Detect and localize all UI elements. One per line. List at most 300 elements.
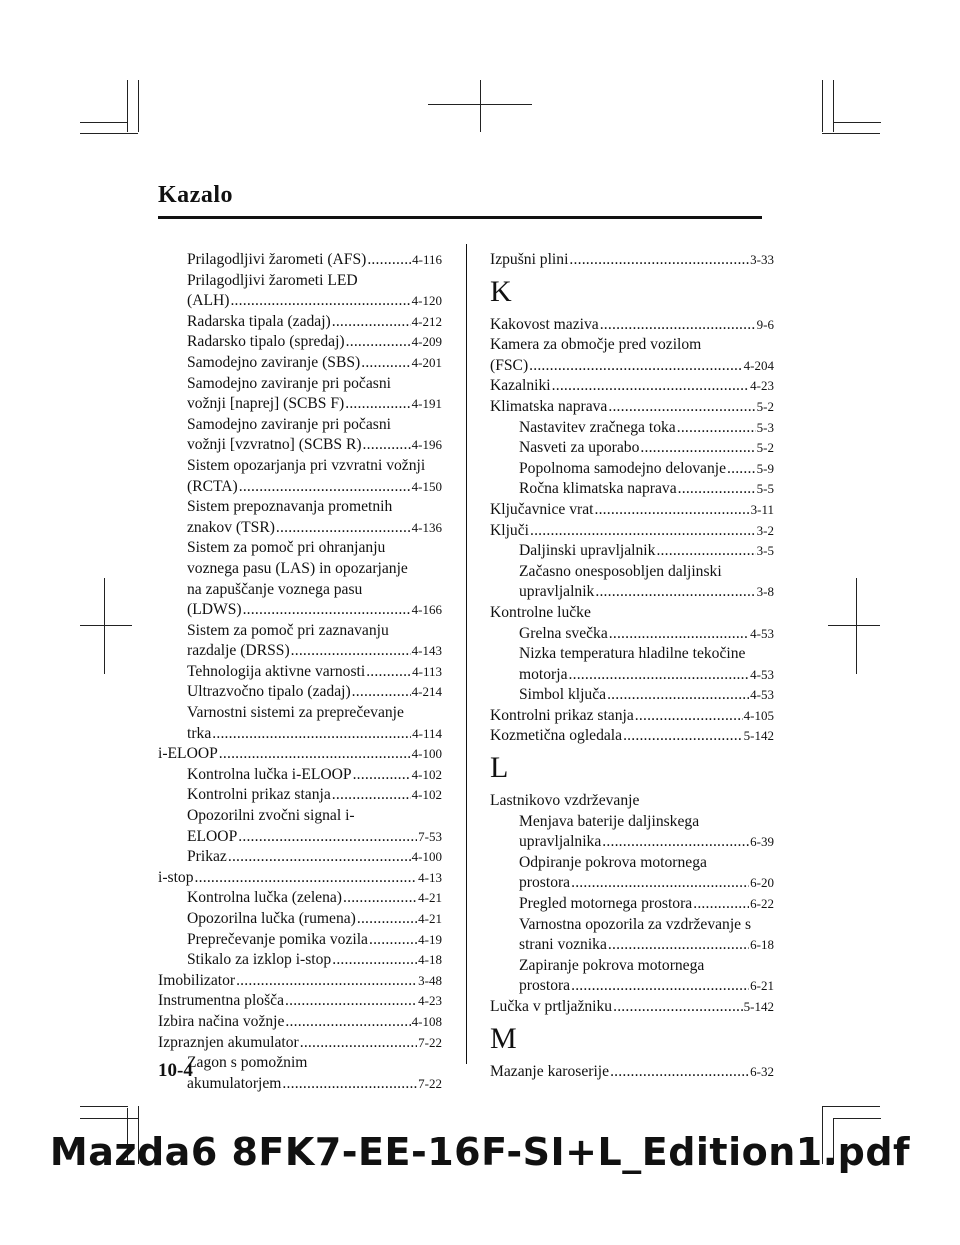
entry-page: 4-136 (411, 519, 442, 535)
entry-term: Kontrolna lučka (zelena) (187, 889, 342, 907)
entry-row (519, 479, 774, 500)
leader-dots (363, 435, 411, 456)
entry-term: Prilagodljivi žarometi (AFS) (187, 251, 367, 268)
index-subentry (158, 765, 442, 786)
leader-dots (366, 662, 411, 683)
entry-term: Kozmetična ogledala (490, 727, 623, 745)
leader-dots (571, 873, 749, 894)
entry-term: Klimatska naprava (490, 397, 608, 415)
index-entry (158, 868, 442, 889)
entry-row (519, 438, 774, 459)
entry-row (187, 312, 442, 333)
entry-page: 4-201 (411, 354, 442, 370)
entry-row (187, 250, 442, 271)
index-subentry (490, 624, 774, 645)
entry-row (187, 394, 442, 415)
entry-term: Sistem opozarjanja pri vzvratni vožnji (187, 456, 426, 474)
index-entry (490, 997, 774, 1018)
entry-page: 4-196 (411, 437, 442, 453)
index-entry (490, 726, 774, 747)
page-number: 10-4 (158, 1060, 193, 1081)
entry-row (187, 765, 442, 786)
index-subentry (490, 812, 774, 853)
entry-row (490, 706, 774, 727)
entry-page: 4-191 (411, 396, 442, 412)
index-section-letter: M (490, 1021, 517, 1055)
leader-dots (693, 894, 749, 915)
entry-page: 7-53 (418, 828, 442, 844)
entry-term: Lučka v prtljažniku (490, 998, 613, 1015)
leader-dots (236, 971, 417, 992)
entry-term: Daljinski upravljalnik (519, 542, 656, 560)
entry-page: 3-48 (418, 972, 442, 988)
entry-page: 5-2 (756, 440, 774, 456)
footer-filename: Mazda6 8FK7-EE-16F-SI+L_Edition1.pdf (49, 1130, 911, 1174)
entry-page: 7-22 (418, 1075, 442, 1091)
leader-dots (602, 832, 749, 853)
entry-term: Zagon s pomožnim (187, 1054, 308, 1072)
entry-row (187, 641, 442, 662)
index-entry (490, 500, 774, 521)
index-subentry (490, 479, 774, 500)
index-subentry (158, 271, 442, 312)
entry-term: Kontrolne lučke (490, 603, 591, 621)
entry-page: 3-8 (756, 584, 774, 600)
entry-row (490, 1062, 774, 1083)
entry-page: 4-13 (418, 869, 442, 885)
index-subentry (490, 956, 774, 997)
leader-dots (678, 479, 756, 500)
entry-term: trka (187, 724, 212, 742)
index-subentry (158, 703, 442, 744)
entry-term: Radarsko tipalo (spredaj) (187, 333, 345, 351)
leader-dots (346, 332, 411, 353)
entry-page: 4-108 (411, 1013, 442, 1029)
entry-term: Ključavnice vrat (490, 500, 594, 518)
entry-term: upravljalnik (519, 583, 595, 601)
index-entry (490, 603, 774, 624)
entry-term: Ultrazvočno tipalo (zadaj) (187, 683, 351, 701)
index-subentry (158, 415, 442, 456)
leader-dots (569, 665, 750, 686)
entry-page: 3-2 (756, 522, 774, 538)
index-subentry (490, 541, 774, 562)
entry-page: 5-142 (743, 728, 774, 744)
leader-dots (357, 909, 417, 930)
entry-row (519, 459, 774, 480)
leader-dots (243, 600, 411, 621)
index-column-right (490, 250, 774, 1082)
entry-term: (LDWS) (187, 601, 242, 619)
index-subentry (158, 456, 442, 497)
index-subentry (158, 682, 442, 703)
entry-row (519, 541, 774, 562)
entry-page: 4-53 (750, 687, 774, 703)
index-subentry (490, 685, 774, 706)
entry-row (490, 315, 774, 336)
leader-dots (613, 997, 743, 1018)
entry-term: na zapuščanje voznega pasu (187, 580, 363, 598)
leader-dots (727, 459, 756, 480)
leader-dots (608, 935, 749, 956)
entry-page: 6-21 (750, 978, 774, 994)
entry-page: 4-143 (411, 643, 442, 659)
entry-row (490, 726, 774, 747)
entry-term: Prikaz (187, 848, 227, 866)
entry-page: 3-5 (756, 543, 774, 559)
entry-term: Lastnikovo vzdrževanje (490, 792, 640, 810)
entry-term: Preprečevanje pomika vozila (187, 930, 368, 948)
entry-term: Ključi (490, 521, 529, 539)
entry-term: Tehnologija aktivne varnosti (187, 662, 366, 680)
entry-row (187, 518, 442, 539)
entry-row (187, 291, 442, 312)
index-subentry (158, 353, 442, 374)
leader-dots (607, 685, 749, 706)
index-subentry (158, 930, 442, 951)
entry-row (187, 724, 442, 745)
index-entry (158, 971, 442, 992)
leader-dots (332, 312, 411, 333)
leader-dots (343, 888, 417, 909)
entry-term: prostora (519, 977, 571, 995)
entry-row (519, 685, 774, 706)
entry-term: vožnji [naprej] (SCBS F) (187, 395, 345, 413)
index-entry (490, 791, 774, 812)
index-entry (490, 706, 774, 727)
entry-term: Sistem prepoznavanja prometnih (187, 498, 393, 516)
index-subentry (490, 894, 774, 915)
entry-term: Varnostna opozorila za vzdrževanje s (519, 915, 752, 933)
entry-page: 6-22 (750, 896, 774, 912)
entry-row (187, 785, 442, 806)
index-subentry (158, 497, 442, 538)
entry-row (187, 888, 442, 909)
entry-term: Samodejno zaviranje (SBS) (187, 353, 361, 371)
entry-row (158, 868, 442, 889)
entry-row (187, 662, 442, 683)
entry-page: 4-21 (418, 890, 442, 906)
entry-term: Opozorilna lučka (rumena) (187, 910, 356, 927)
index-section-letter: K (490, 274, 512, 308)
entry-row (519, 873, 774, 894)
leader-dots (635, 706, 743, 727)
entry-page: 4-204 (743, 357, 774, 373)
entry-row (519, 976, 774, 997)
index-entry (490, 521, 774, 542)
entry-page: 5-9 (756, 460, 774, 476)
entry-page: 4-23 (750, 378, 774, 394)
index-subentry (158, 374, 442, 415)
leader-dots (623, 726, 743, 747)
leader-dots (332, 950, 417, 971)
entry-page: 4-116 (412, 252, 442, 267)
leader-dots (608, 397, 755, 418)
entry-page: 4-100 (411, 746, 442, 762)
entry-page: 4-102 (411, 766, 442, 782)
entry-row (490, 997, 774, 1018)
entry-row (187, 353, 442, 374)
entry-page: 3-33 (750, 252, 774, 267)
header-rule (158, 216, 762, 219)
entry-row (519, 665, 774, 686)
entry-row (519, 832, 774, 853)
entry-term: razdalje (DRSS) (187, 642, 290, 660)
entry-term: Zapiranje pokrova motornega (519, 956, 705, 974)
index-entry (158, 991, 442, 1012)
leader-dots (529, 356, 743, 377)
entry-term: Ročna klimatska naprava (519, 480, 677, 498)
entry-row (490, 521, 774, 542)
entry-term: akumulatorjem (187, 1074, 282, 1092)
entry-term: Kazalniki (490, 377, 551, 395)
leader-dots (219, 744, 411, 765)
entry-term: strani voznika (519, 936, 607, 954)
index-subentry (158, 950, 442, 971)
entry-term: Mazanje karoserije (490, 1062, 610, 1080)
entry-term: Varnostni sistemi za preprečevanje (187, 704, 404, 722)
entry-term: Nizka temperatura hladilne tekočine (519, 645, 746, 663)
entry-term: Izpušni plini (490, 251, 569, 268)
leader-dots (238, 827, 417, 848)
entry-row (187, 827, 442, 848)
leader-dots (285, 991, 417, 1012)
entry-term: i-stop (158, 868, 194, 886)
index-subentry (490, 853, 774, 894)
entry-row (158, 971, 442, 992)
leader-dots (239, 477, 411, 498)
entry-page: 5-142 (743, 999, 774, 1014)
entry-term: Prilagodljivi žarometi LED (187, 271, 358, 289)
leader-dots (600, 315, 756, 336)
leader-dots (282, 1074, 417, 1095)
entry-row (519, 582, 774, 603)
entry-term: Grelna svečka (519, 624, 608, 642)
entry-page: 4-53 (750, 625, 774, 641)
index-subentry (158, 538, 442, 620)
index-subentry (490, 644, 774, 685)
entry-page: 4-114 (412, 725, 442, 741)
leader-dots (609, 624, 749, 645)
leader-dots (212, 724, 411, 745)
entry-term: Menjava baterije daljinskega (519, 812, 700, 830)
index-entry (490, 1062, 774, 1083)
entry-term: Popolnoma samodejno delovanje (519, 459, 727, 477)
entry-term: Radarska tipala (zadaj) (187, 312, 331, 330)
entry-term: Nastavitev zračnega toka (519, 418, 676, 436)
entry-term: Kontrolna lučka i-ELOOP (187, 765, 352, 783)
index-subentry (490, 915, 774, 956)
entry-page: 4-21 (418, 911, 442, 926)
entry-term: Sistem za pomoč pri zaznavanju (187, 621, 389, 639)
entry-row (158, 991, 442, 1012)
column-divider (466, 244, 467, 1064)
leader-dots (230, 291, 410, 312)
leader-dots (276, 518, 411, 539)
entry-term: ELOOP (187, 827, 238, 845)
entry-term: prostora (519, 874, 571, 892)
index-entry (490, 376, 774, 397)
index-subentry (490, 438, 774, 459)
entry-row (158, 1012, 442, 1033)
entry-term: Samodejno zaviranje pri počasni (187, 374, 391, 392)
entry-row (519, 624, 774, 645)
entry-term: Opozorilni zvočni signal i- (187, 807, 355, 825)
index-subentry (158, 888, 442, 909)
index-entry (158, 1012, 442, 1033)
entry-page: 3-11 (750, 501, 774, 517)
entry-page: 6-32 (750, 1063, 774, 1079)
leader-dots (569, 250, 749, 271)
leader-dots (291, 641, 411, 662)
leader-dots (195, 868, 418, 889)
index-entry (490, 335, 774, 376)
index-subentry (158, 847, 442, 868)
entry-row (519, 418, 774, 439)
leader-dots (369, 930, 417, 951)
entry-row (158, 744, 442, 765)
entry-page: 4-19 (418, 931, 442, 947)
entry-page: 6-18 (750, 937, 774, 953)
entry-row (490, 356, 774, 377)
entry-row (187, 1074, 442, 1095)
entry-term: Izpraznjen akumulator (158, 1033, 299, 1051)
index-entry (490, 397, 774, 418)
entry-page: 4-209 (411, 334, 442, 350)
leader-dots (367, 250, 411, 271)
entry-page: 4-214 (411, 684, 442, 700)
index-subentry (158, 806, 442, 847)
index-entry (158, 1033, 442, 1054)
entry-term: Nasveti za uporabo (519, 439, 640, 457)
entry-term: (FSC) (490, 356, 529, 374)
entry-term: Začasno onesposobljen daljinski (519, 562, 722, 580)
entry-term: voznega pasu (LAS) in opozarjanje (187, 559, 408, 577)
index-entry (158, 744, 442, 765)
entry-term: i-ELOOP (158, 745, 218, 763)
entry-page: 5-3 (756, 419, 774, 435)
leader-dots (530, 521, 756, 542)
entry-term: Kontrolni prikaz stanja (187, 786, 331, 804)
entry-term: znakov (TSR) (187, 518, 275, 536)
index-subentry (490, 418, 774, 439)
leader-dots (332, 785, 411, 806)
entry-term: motorja (519, 665, 568, 683)
entry-page: 4-53 (750, 666, 774, 682)
index-subentry (158, 1053, 442, 1094)
entry-term: Imobilizator (158, 971, 236, 989)
entry-page: 5-2 (756, 398, 774, 414)
entry-term: Kamera za območje pred vozilom (490, 336, 702, 354)
entry-row (519, 894, 774, 915)
entry-page: 9-6 (756, 316, 774, 332)
entry-term: Izbira načina vožnje (158, 1012, 285, 1030)
entry-page: 4-113 (412, 663, 442, 679)
entry-row (187, 930, 442, 951)
leader-dots (571, 976, 749, 997)
index-subentry (158, 250, 442, 271)
entry-page: 4-100 (411, 849, 442, 865)
entry-page: 4-120 (411, 293, 442, 309)
entry-row (158, 1033, 442, 1054)
entry-row (187, 909, 442, 930)
entry-term: (ALH) (187, 292, 230, 310)
entry-row (490, 250, 774, 271)
entry-page: 7-22 (418, 1034, 442, 1050)
entry-page: 6-39 (750, 834, 774, 850)
index-subentry (490, 562, 774, 603)
entry-term: (RCTA) (187, 477, 238, 495)
entry-row (187, 600, 442, 621)
entry-page: 4-102 (411, 787, 442, 803)
entry-row (187, 682, 442, 703)
leader-dots (677, 418, 756, 439)
entry-row (187, 847, 442, 868)
leader-dots (300, 1033, 417, 1054)
entry-term: vožnji [vzvratno] (SCBS R) (187, 436, 362, 454)
entry-row (490, 500, 774, 521)
entry-term: Simbol ključa (519, 686, 607, 704)
entry-term: Odpiranje pokrova motornega (519, 853, 707, 871)
entry-row (490, 376, 774, 397)
entry-page: 4-105 (743, 707, 774, 723)
leader-dots (352, 682, 411, 703)
leader-dots (552, 376, 750, 397)
entry-term: Kakovost maziva (490, 315, 599, 333)
index-subentry (158, 332, 442, 353)
leader-dots (640, 438, 755, 459)
leader-dots (228, 847, 411, 868)
entry-row (187, 332, 442, 353)
leader-dots (595, 582, 755, 603)
index-subentry (490, 459, 774, 480)
index-section-letter: L (490, 751, 509, 785)
entry-term: Pregled motornega prostora (519, 895, 693, 913)
entry-row (187, 435, 442, 456)
entry-row (187, 950, 442, 971)
page-title: Kazalo (158, 182, 233, 208)
index-entry (490, 315, 774, 336)
entry-term: Sistem za pomoč pri ohranjanju (187, 539, 386, 557)
entry-row (187, 477, 442, 498)
leader-dots (345, 394, 410, 415)
entry-page: 4-212 (411, 313, 442, 329)
index-column-left (158, 250, 442, 1094)
entry-page: 4-166 (411, 602, 442, 618)
entry-term: upravljalnika (519, 833, 602, 851)
index-subentry (158, 909, 442, 930)
index-subentry (158, 312, 442, 333)
entry-term: Instrumentna plošča (158, 992, 285, 1010)
entry-page: 4-18 (418, 952, 442, 968)
entry-row (490, 397, 774, 418)
entry-term: Stikalo za izklop i-stop (187, 951, 332, 969)
leader-dots (610, 1062, 749, 1083)
entry-page: 5-5 (756, 481, 774, 497)
leader-dots (594, 500, 749, 521)
entry-term: Kontrolni prikaz stanja (490, 706, 634, 724)
entry-term: Samodejno zaviranje pri počasni (187, 415, 391, 433)
entry-page: 6-20 (750, 875, 774, 891)
entry-page: 4-150 (411, 478, 442, 494)
index-entry (490, 250, 774, 271)
leader-dots (353, 765, 411, 786)
entry-page: 4-23 (418, 993, 442, 1009)
index-subentry (158, 621, 442, 662)
index-subentry (158, 785, 442, 806)
index-subentry (158, 662, 442, 683)
entry-row (519, 935, 774, 956)
